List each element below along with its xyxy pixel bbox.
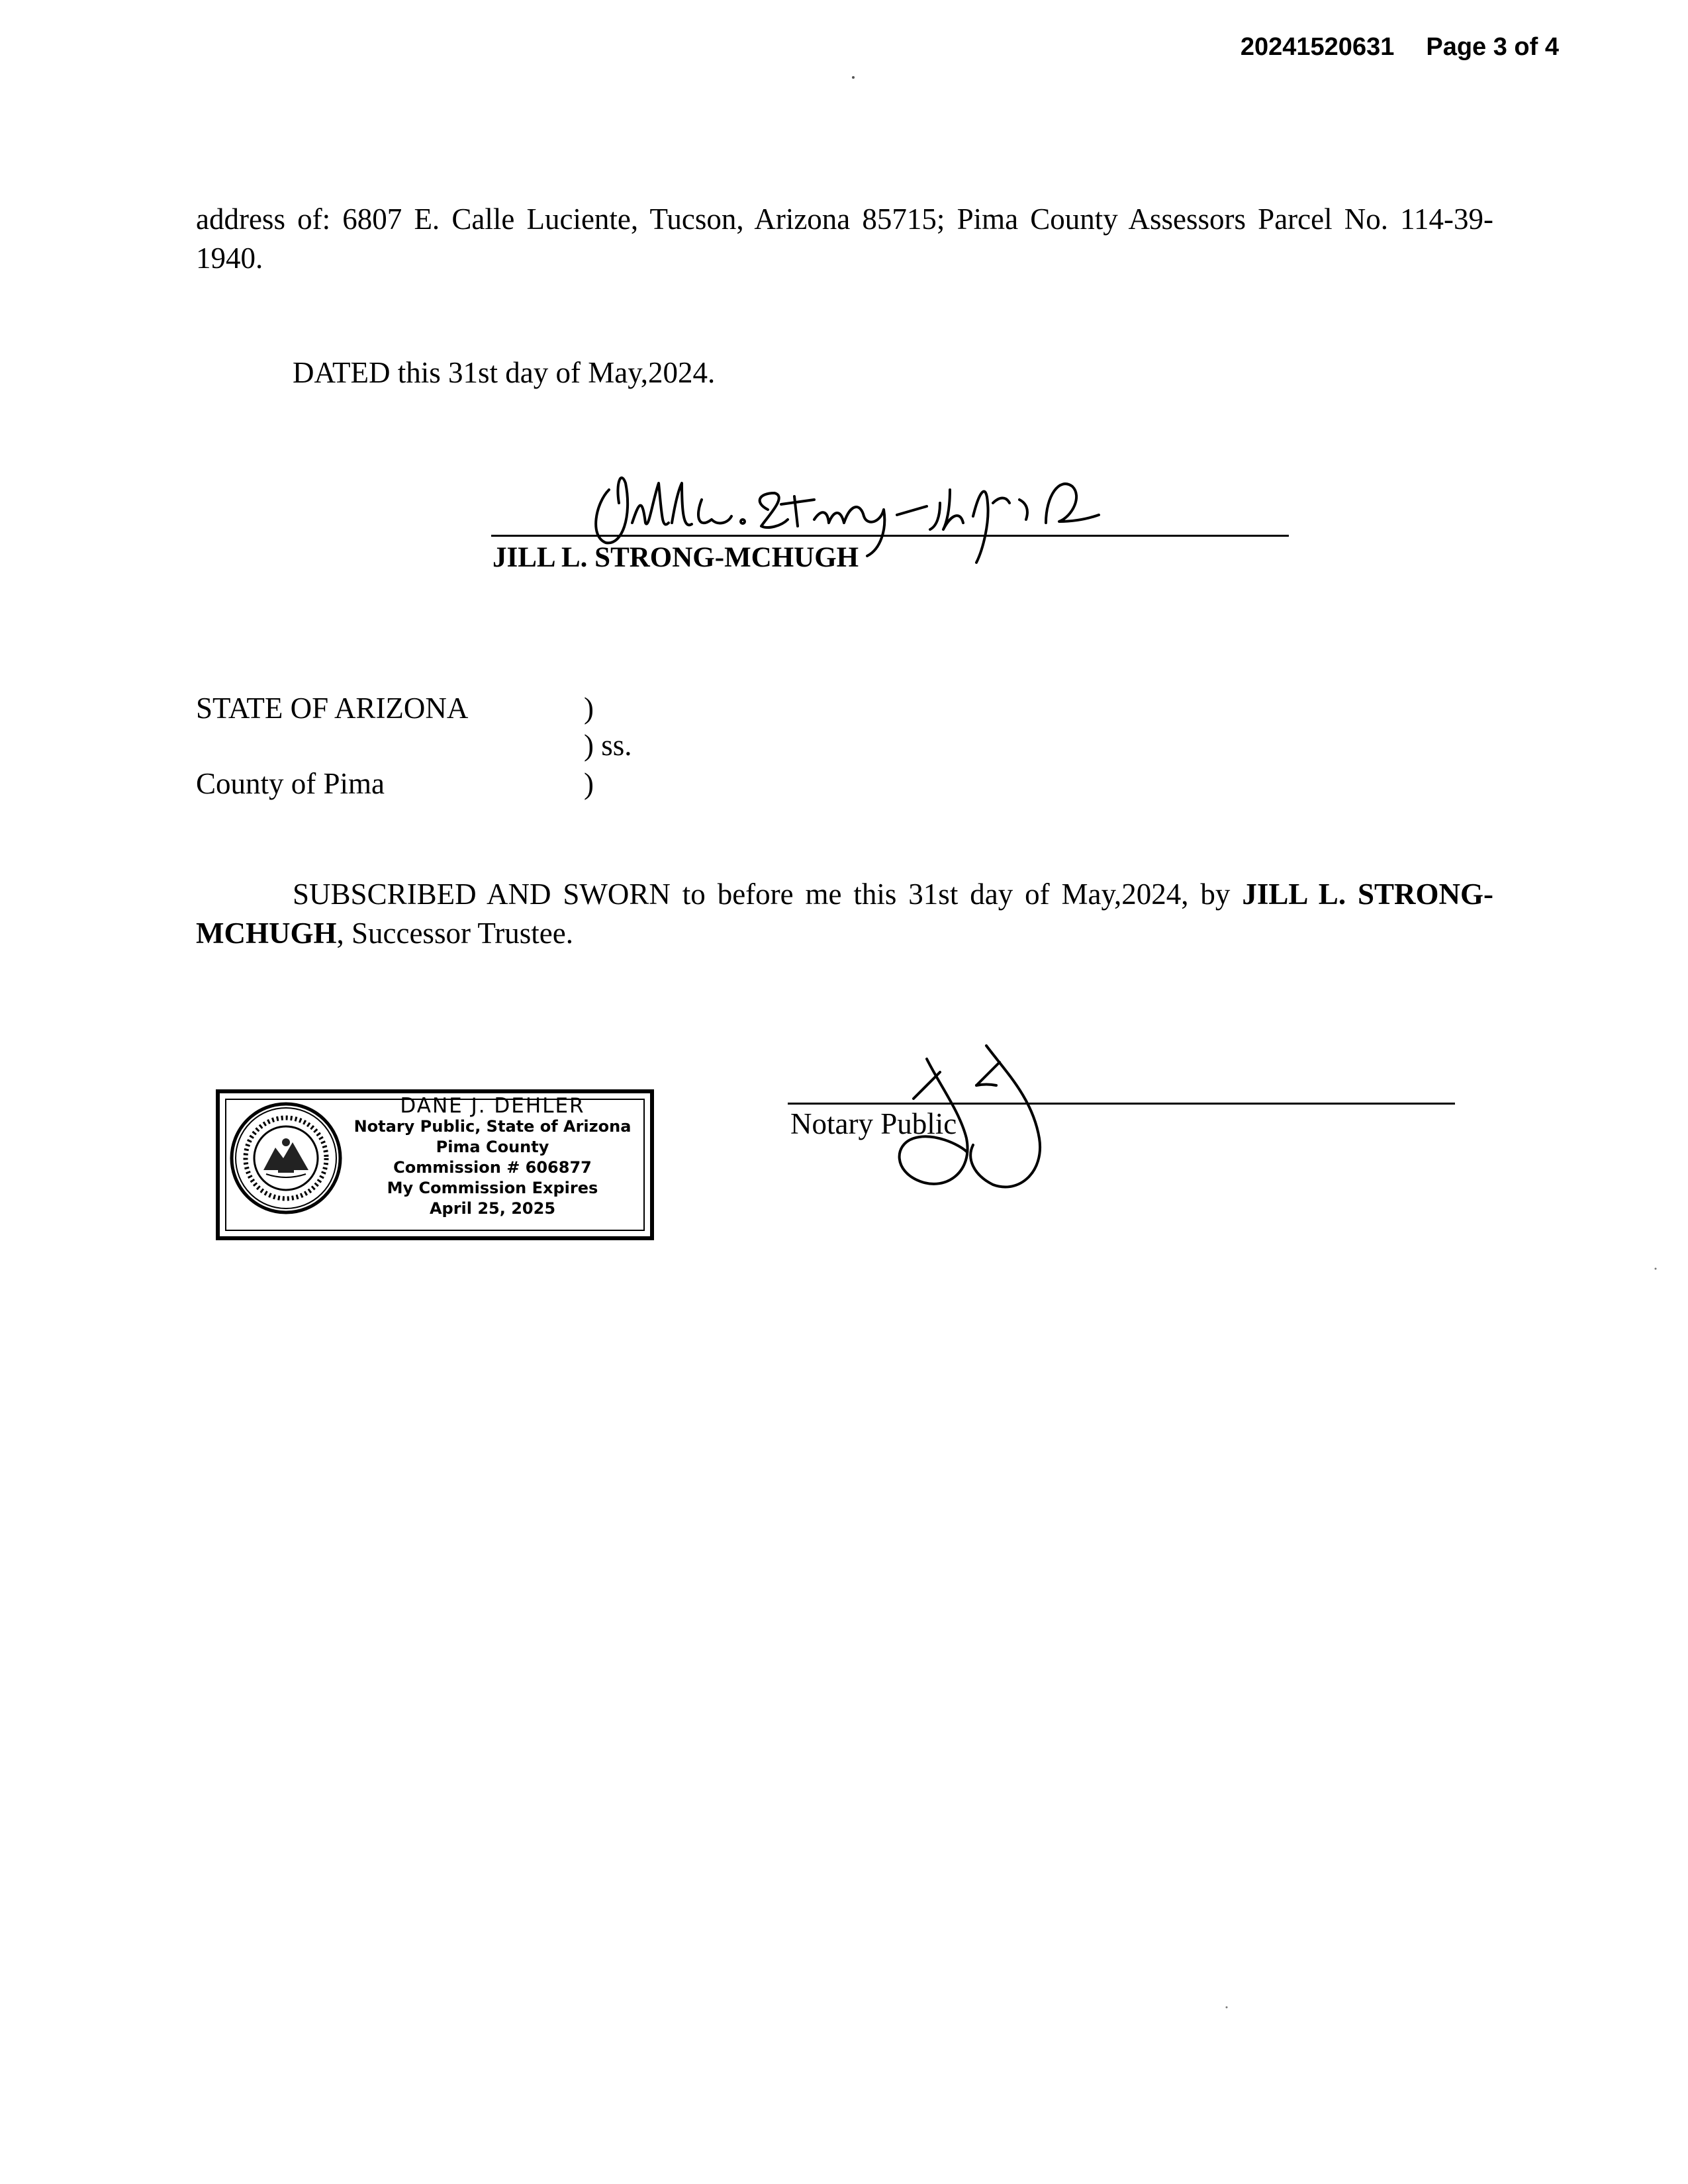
notary-expires-label: My Commission Expires bbox=[387, 1179, 598, 1197]
venue-county: County of Pima bbox=[196, 767, 385, 800]
page-header bbox=[1241, 33, 1559, 62]
signer-name: JILL L. STRONG-MCHUGH bbox=[492, 542, 859, 573]
venue-paren-1: ) bbox=[584, 692, 594, 725]
scan-speck bbox=[850, 74, 857, 81]
page-indicator: Page 3 of 4 bbox=[1426, 33, 1559, 61]
notary-expires-date: April 25, 2025 bbox=[429, 1199, 556, 1218]
signer-signature-line bbox=[491, 535, 1289, 537]
venue-ss: ) ss. bbox=[584, 729, 632, 762]
notary-public-label: Notary Public bbox=[790, 1107, 957, 1140]
subscribed-paragraph bbox=[196, 875, 1493, 953]
notary-title: Notary Public, State of Arizona bbox=[353, 1117, 632, 1136]
scan-speck bbox=[1652, 1265, 1659, 1272]
notary-stamp bbox=[216, 1089, 654, 1240]
notary-county: Pima County bbox=[436, 1138, 549, 1156]
scan-speck bbox=[1223, 2004, 1230, 2011]
notary-signature bbox=[867, 1032, 1066, 1205]
arizona-seal-icon bbox=[229, 1101, 343, 1215]
dated-line: DATED this 31st day of May,2024. bbox=[293, 356, 716, 389]
notary-stamp-text bbox=[338, 1096, 647, 1219]
notary-commission: Commission # 606877 bbox=[393, 1158, 592, 1177]
document-number: 20241520631 bbox=[1240, 33, 1395, 61]
subscribed-name: JILL L. STRONG-MCHUGH bbox=[196, 878, 1493, 950]
notary-name: DANE J. DEHLER bbox=[400, 1094, 585, 1118]
address-paragraph: address of: 6807 E. Calle Luciente, Tucson, Arizona 85715; Pima County Assessors Parcel No. 114-39-1940. bbox=[196, 203, 1493, 275]
venue-paren-3: ) bbox=[584, 767, 594, 800]
subscribed-tail: , Successor Trustee. bbox=[336, 917, 573, 950]
subscribed-lead: SUBSCRIBED AND SWORN to before me this 31st day of May,2024, by bbox=[293, 878, 1231, 911]
venue-state: STATE OF ARIZONA bbox=[196, 692, 469, 725]
